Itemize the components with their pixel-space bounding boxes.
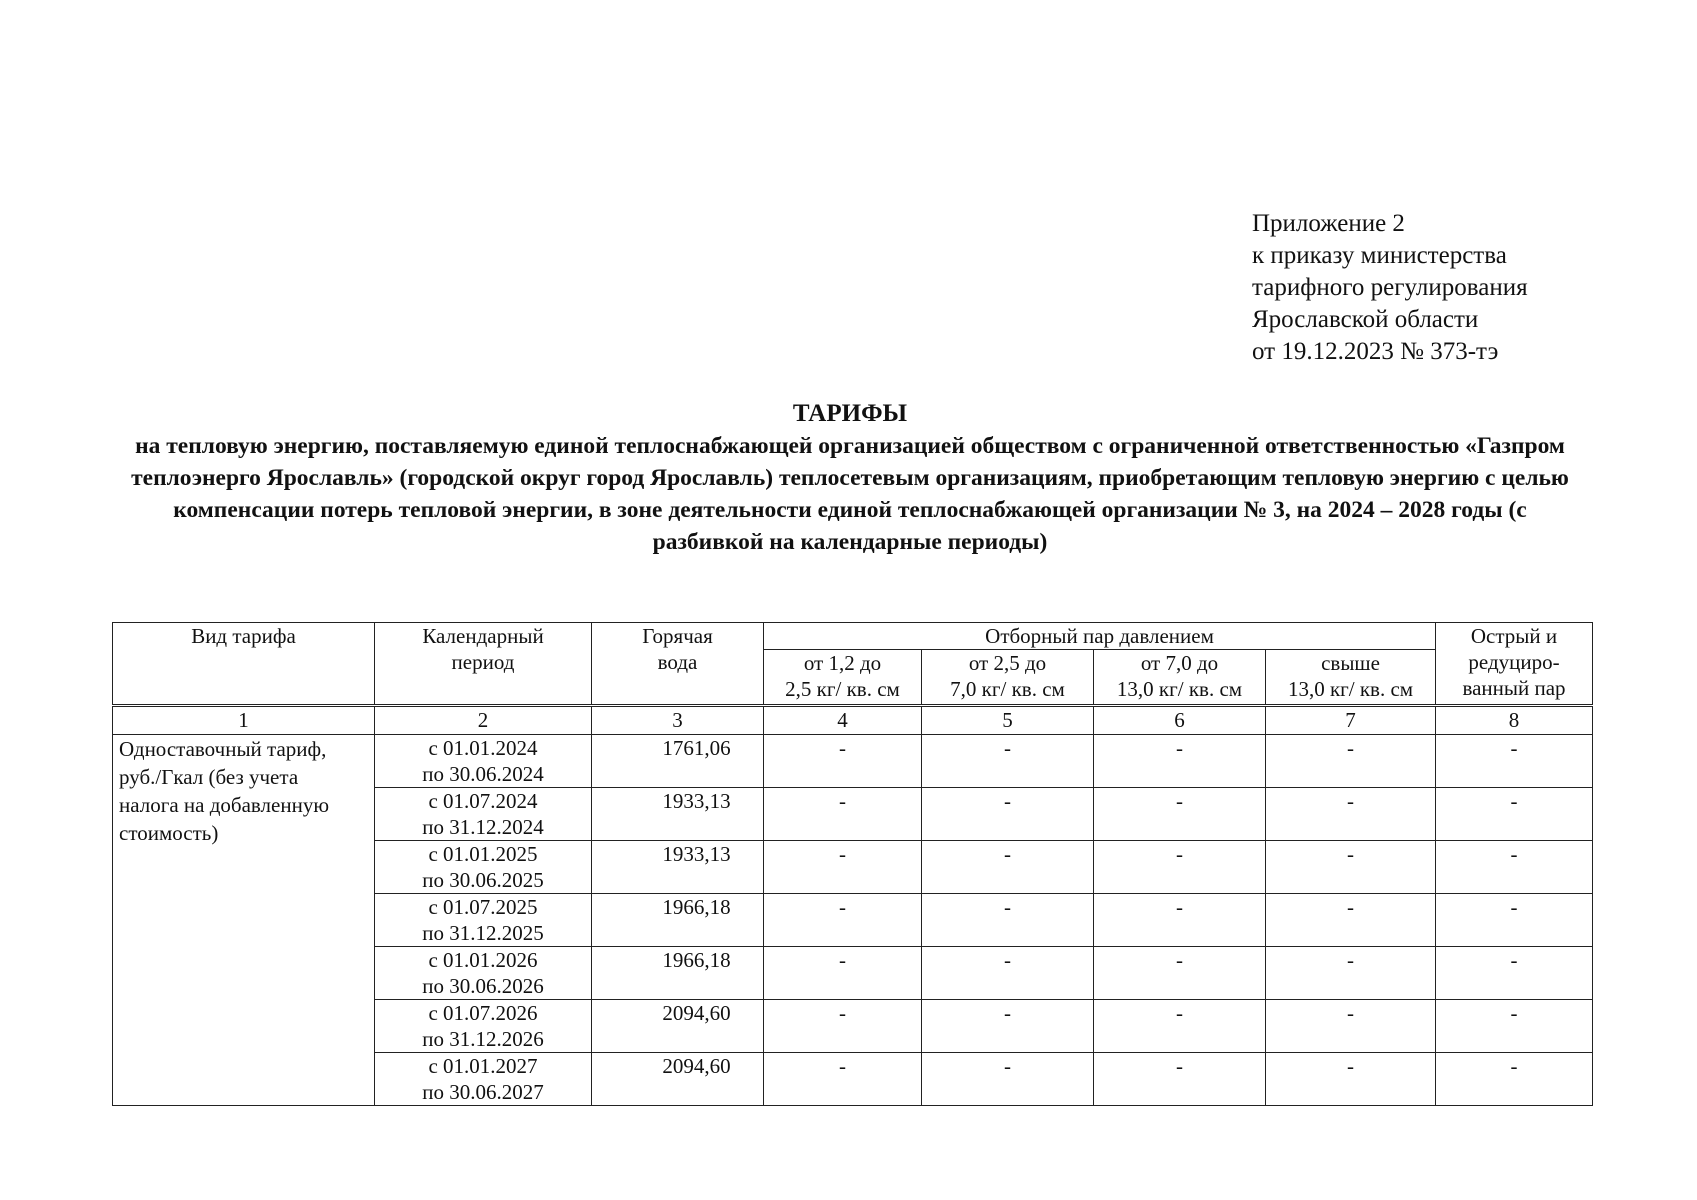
- header-steam-2-5-to-7-0: [922, 650, 1094, 706]
- period-from: с 01.01.2026: [428, 948, 538, 972]
- steam-3-value: -: [1094, 841, 1266, 894]
- steam-1-value: -: [764, 947, 922, 1000]
- header-line: Острый и: [1470, 624, 1558, 648]
- tariff-type-line: налога на добавленную: [119, 793, 330, 817]
- column-number-row: [113, 706, 1593, 735]
- header-line: 2,5 кг/ кв. см: [785, 677, 900, 701]
- tariff-type-line: Одноставочный тариф,: [119, 737, 327, 761]
- period-cell: [375, 735, 592, 788]
- steam-4-value: -: [1266, 841, 1436, 894]
- steam-2-value: -: [922, 947, 1094, 1000]
- steam-3-value: -: [1094, 788, 1266, 841]
- sharp-steam-value: -: [1436, 735, 1593, 788]
- header-line: редуциро-: [1468, 650, 1560, 674]
- column-number: 7: [1266, 706, 1436, 735]
- hot-water-value: 1761,06: [592, 735, 764, 788]
- appendix-reference: [1252, 208, 1528, 368]
- steam-1-value: -: [764, 841, 922, 894]
- appendix-line: к приказу министерства: [1252, 242, 1507, 269]
- steam-2-value: -: [922, 1000, 1094, 1053]
- column-number: 5: [922, 706, 1094, 735]
- period-from: с 01.01.2024: [428, 736, 538, 760]
- steam-3-value: -: [1094, 894, 1266, 947]
- period-to: по 30.06.2025: [422, 868, 544, 892]
- steam-3-value: -: [1094, 947, 1266, 1000]
- header-line: 7,0 кг/ кв. см: [950, 677, 1065, 701]
- sharp-steam-value: -: [1436, 947, 1593, 1000]
- sharp-steam-value: -: [1436, 1000, 1593, 1053]
- tariff-type-line: стоимость): [119, 821, 219, 845]
- period-from: с 01.01.2027: [428, 1054, 538, 1078]
- header-steam-1-2-to-2-5: [764, 650, 922, 706]
- tariff-type-line: руб./Гкал (без учета: [119, 765, 299, 789]
- appendix-line: Приложение 2: [1252, 210, 1405, 237]
- steam-3-value: -: [1094, 735, 1266, 788]
- steam-2-value: -: [922, 1053, 1094, 1106]
- header-steam-group: Отборный пар давлением: [764, 623, 1436, 650]
- header-calendar-period: [375, 623, 592, 706]
- appendix-line: тарифного регулирования: [1252, 274, 1528, 301]
- steam-4-value: -: [1266, 1000, 1436, 1053]
- period-cell: [375, 894, 592, 947]
- header-line: ванный пар: [1462, 676, 1566, 700]
- steam-1-value: -: [764, 1053, 922, 1106]
- steam-4-value: -: [1266, 788, 1436, 841]
- steam-1-value: -: [764, 735, 922, 788]
- hot-water-value: 2094,60: [592, 1000, 764, 1053]
- column-number: 2: [375, 706, 592, 735]
- hot-water-value: 2094,60: [592, 1053, 764, 1106]
- hot-water-value: 1933,13: [592, 841, 764, 894]
- steam-1-value: -: [764, 894, 922, 947]
- period-to: по 30.06.2026: [422, 974, 544, 998]
- header-steam-7-0-to-13-0: [1094, 650, 1266, 706]
- period-to: по 31.12.2026: [422, 1027, 544, 1051]
- steam-1-value: -: [764, 788, 922, 841]
- steam-4-value: -: [1266, 894, 1436, 947]
- tariff-type-cell: [113, 735, 375, 1106]
- period-from: с 01.07.2024: [428, 789, 538, 813]
- steam-2-value: -: [922, 841, 1094, 894]
- steam-3-value: -: [1094, 1000, 1266, 1053]
- period-to: по 31.12.2025: [422, 921, 544, 945]
- steam-3-value: -: [1094, 1053, 1266, 1106]
- header-line: Календарный: [422, 624, 544, 648]
- period-to: по 30.06.2027: [422, 1080, 544, 1104]
- header-line: от 1,2 до: [803, 651, 882, 675]
- sharp-steam-value: -: [1436, 841, 1593, 894]
- period-cell: [375, 1000, 592, 1053]
- period-from: с 01.07.2025: [428, 895, 538, 919]
- header-line: 13,0 кг/ кв. см: [1287, 677, 1414, 701]
- document-title-block: [130, 398, 1570, 558]
- steam-2-value: -: [922, 788, 1094, 841]
- column-number: 1: [113, 706, 375, 735]
- period-cell: [375, 788, 592, 841]
- sharp-steam-value: -: [1436, 894, 1593, 947]
- hot-water-value: 1966,18: [592, 894, 764, 947]
- appendix-line: Ярославской области: [1252, 306, 1479, 333]
- sharp-steam-value: -: [1436, 1053, 1593, 1106]
- header-line: от 7,0 до: [1140, 651, 1219, 675]
- column-number: 8: [1436, 706, 1593, 735]
- header-line: вода: [657, 650, 698, 674]
- header-line: 13,0 кг/ кв. см: [1116, 677, 1243, 701]
- header-line: от 2,5 до: [968, 651, 1047, 675]
- column-number: 3: [592, 706, 764, 735]
- hot-water-value: 1966,18: [592, 947, 764, 1000]
- steam-4-value: -: [1266, 735, 1436, 788]
- tariff-table: [112, 622, 1593, 1106]
- period-from: с 01.07.2026: [428, 1001, 538, 1025]
- header-sharp-steam: [1436, 623, 1593, 706]
- steam-4-value: -: [1266, 1053, 1436, 1106]
- column-number: 6: [1094, 706, 1266, 735]
- document-subtitle: на тепловую энергию, поставляемую единой теплоснабжающей организацией обществом с ограниченной ответственностью «Газпром теплоэнерго Ярославль» (городской округ город Ярославль) теплосетевым организациям, приобретающим тепловую энергию с целью компенсации потерь тепловой энергии, в зоне деятельности единой теплоснабжающей организации № 3, на 2024 – 2028 годы (с разбивкой на календарные периоды): [131, 433, 1569, 555]
- header-tariff-type: Вид тарифа: [113, 623, 375, 706]
- period-to: по 31.12.2024: [422, 815, 544, 839]
- document-title: ТАРИФЫ: [792, 400, 908, 427]
- steam-2-value: -: [922, 735, 1094, 788]
- steam-2-value: -: [922, 894, 1094, 947]
- header-line: период: [451, 650, 515, 674]
- header-line: Горячая: [642, 624, 713, 648]
- period-to: по 30.06.2024: [422, 762, 544, 786]
- header-line: свыше: [1321, 651, 1380, 675]
- header-steam-over-13-0: [1266, 650, 1436, 706]
- steam-1-value: -: [764, 1000, 922, 1053]
- period-cell: [375, 1053, 592, 1106]
- column-number: 4: [764, 706, 922, 735]
- steam-4-value: -: [1266, 947, 1436, 1000]
- appendix-line: от 19.12.2023 № 373-тэ: [1252, 338, 1499, 365]
- period-cell: [375, 947, 592, 1000]
- hot-water-value: 1933,13: [592, 788, 764, 841]
- period-cell: [375, 841, 592, 894]
- period-from: с 01.01.2025: [428, 842, 538, 866]
- table-row: [113, 735, 1593, 788]
- sharp-steam-value: -: [1436, 788, 1593, 841]
- header-hot-water: [592, 623, 764, 706]
